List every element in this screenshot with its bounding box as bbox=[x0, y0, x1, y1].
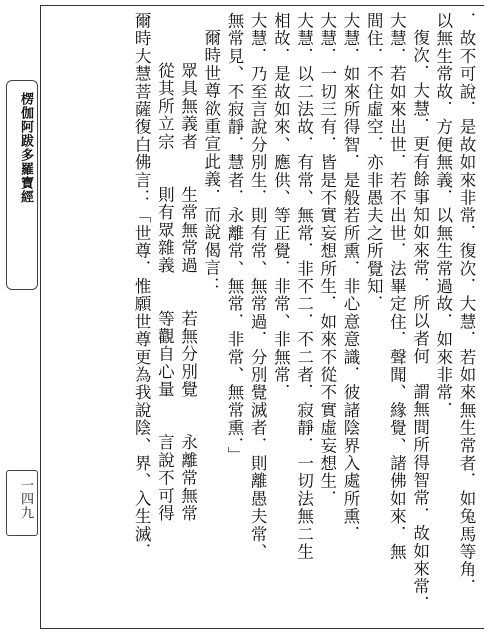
verse-column: 從其所立宗 則有眾雜義 等觀自心量 言說不可得 bbox=[155, 62, 175, 523]
left-border-line bbox=[40, 5, 41, 629]
text-column: 復次．大慧．更有餘事知如來常．所以者何 謂無間所得智常．故如來常． bbox=[410, 29, 430, 614]
text-column: 大慧．以二法故．有常、無常．非不二．不二者．寂靜．一切法無二生 bbox=[294, 12, 314, 561]
verse-column: 眾具無義者 生常無常過 若無分別覺 永離常無常 bbox=[178, 62, 198, 523]
text-column: 大慧．乃至言說分別生．則有常、無常過．分別覺滅者．則離愚夫常、 bbox=[248, 12, 268, 561]
text-column: 爾時世尊欲重宣此義．而說偈言： bbox=[201, 29, 221, 295]
text-column: ．故不可說．是故如來非常．復次．大慧．若如來無生常者．如兔馬等角． bbox=[457, 12, 476, 597]
main-text bbox=[44, 12, 478, 624]
text-column: 爾時大慧菩薩復白佛言：「世尊．惟願世尊更為我說陰、界、入生滅． bbox=[132, 12, 152, 561]
text-column: 大慧．一切三有．皆是不實妄想所生．如來不從不實虛妄想生． bbox=[317, 12, 337, 508]
text-column: 相故．是故如來、應供、等正覺．非常、非無常． bbox=[271, 12, 291, 402]
top-border-line bbox=[40, 5, 484, 6]
sutra-title: 楞伽阿跋多羅寶經 bbox=[18, 92, 33, 204]
bottom-border-line bbox=[40, 628, 484, 629]
text-column: 間住．不住虛空．亦非愚夫之所覺知． bbox=[364, 12, 384, 313]
page-number: 一四九 bbox=[18, 478, 33, 520]
text-column: 以無生常故．方便無義．以無生常過故．如來非常． bbox=[433, 12, 453, 420]
text-column: 大慧．如來所得智．是般若所熏．非心意意識．彼諸陰界入處所熏． bbox=[340, 12, 360, 543]
text-column: 無常見、不寂靜．慧者．永離常、無常．非常、無常熏．」 bbox=[224, 12, 244, 464]
text-column: 大慧．若如來出世．若不出世．法畢定住．聲聞、緣覺、諸佛如來．無 bbox=[387, 12, 407, 561]
